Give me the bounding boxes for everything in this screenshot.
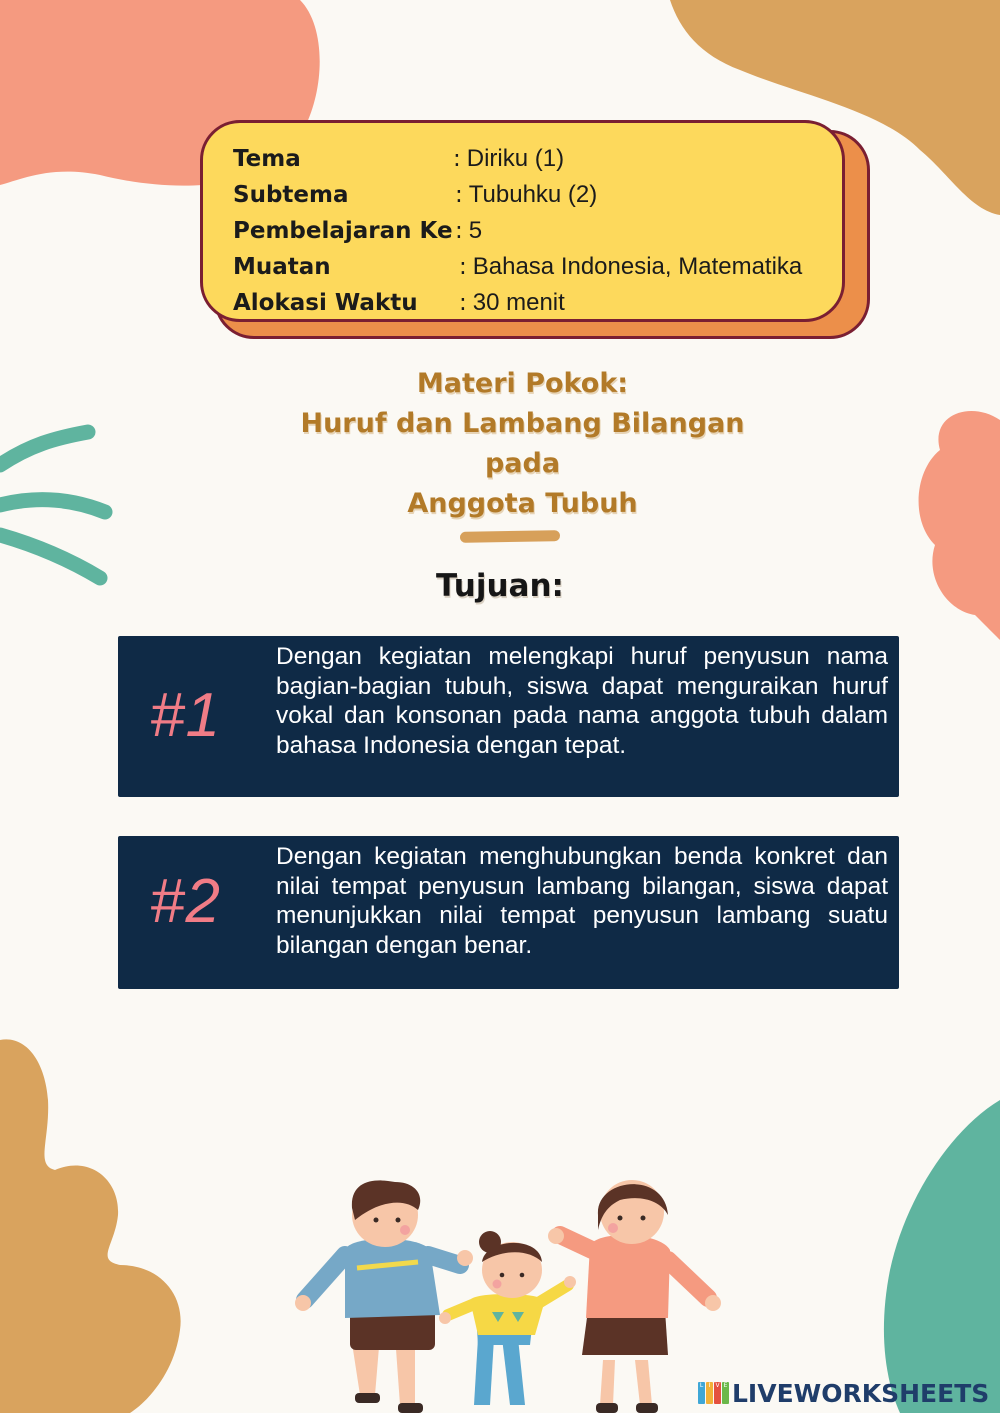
goal-text: Dengan kegiatan melengkapi huruf penyusun nama bagian-bagian tubuh, siswa dapat menguraikan huruf vokal dan konsonan pada nama anggota tubuh dalam bahasa Indonesia dengan tepat. [276,643,888,759]
info-value: Tubuhku (2) [468,181,598,208]
info-row-alokasi-waktu [233,285,842,321]
info-separator: : [459,290,467,316]
materi-line: Huruf dan Lambang Bilangan [300,408,745,439]
logo-mark-letter: L [698,1382,705,1404]
tujuan-heading: Tujuan: [436,568,564,604]
logo-mark-letter: V [714,1382,721,1404]
logo-mark-icon [698,1382,729,1404]
materi-line: Anggota Tubuh [407,488,638,519]
info-value: 5 [468,217,483,244]
title-underline [460,530,560,543]
liveworksheets-logo [698,1376,989,1410]
info-separator: : [453,146,461,172]
info-row-subtema [233,177,842,213]
info-row-tema [233,141,842,177]
salmon-leaf-right [919,411,1000,640]
info-separator: : [459,254,467,280]
materi-line: pada [484,448,561,479]
info-label: Pembelajaran Ke [233,218,453,244]
info-row-muatan [233,249,842,285]
info-separator: : [455,218,463,244]
logo-text: LIVEWORKSHEETS [732,1378,990,1408]
woman-figure [548,1180,721,1413]
materi-line: Materi Pokok: [416,368,629,399]
info-row-pembelajaran [233,213,842,249]
teal-strokes-left [0,432,105,578]
info-label: Tema [233,146,301,172]
boy-figure [295,1180,473,1413]
info-value: Bahasa Indonesia, Matematika [472,253,803,280]
logo-mark-letter: E [722,1382,729,1404]
info-separator: : [455,182,463,208]
goal-box-1 [118,636,899,797]
info-label: Alokasi Waktu [233,290,418,316]
teal-blob-bottom-right [884,1100,1000,1413]
goal-box-2 [118,836,899,989]
info-card [200,120,845,322]
materi-pokok-title [250,364,795,524]
orange-plant-bottom-left [0,1039,181,1413]
info-label: Subtema [233,182,349,208]
info-value: 30 menit [472,289,565,316]
goal-text: Dengan kegiatan menghubungkan benda konkret dan nilai tempat penyusun lambang bilangan, siswa dapat menunjukkan nilai tempat penyusun lambang suatu bilangan dengan benar. [276,843,888,959]
info-label: Muatan [233,254,331,280]
goal-number: #1 [150,681,221,750]
children-illustration [295,1180,721,1413]
info-value: Diriku (1) [466,145,565,172]
logo-mark-letter: I [706,1382,713,1404]
goal-number: #2 [150,867,221,936]
